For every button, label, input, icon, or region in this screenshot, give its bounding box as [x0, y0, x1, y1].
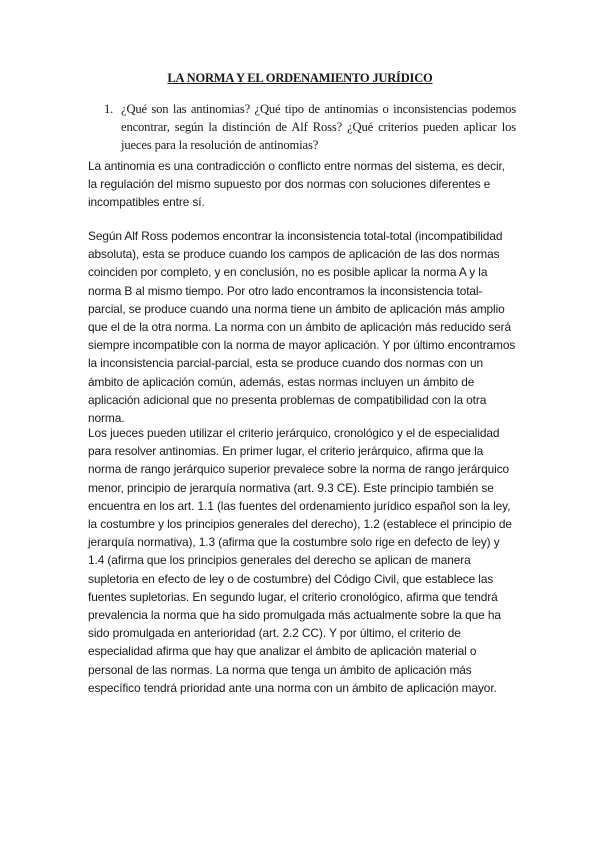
question-number: 1. — [104, 102, 114, 116]
paragraph-definition: La antinomia es una contradicción o conflicto entre normas del sistema, es decir, la regulación del mismo supuesto por dos normas con soluciones diferentes e incompatibles entre sí. — [88, 159, 505, 210]
question-text: ¿Qué son las antinomias? ¿Qué tipo de antinomias o inconsistencias podemos encontrar, según la distinción de Alf Ross? ¿Qué criterios pueden aplicar los jueces para la resolución de antinomias? — [121, 102, 516, 152]
paragraph-resolution-criteria: Los jueces pueden utilizar el criterio jerárquico, cronológico y el de especialidad para resolver antinomias. En primer lugar, el criterio jerárquico, afirma que la norma de rango jerárquico superior prevalece sobre la norma de rango jerárquico menor, principio de jerarquía normativa (art. 9.3 CE). Este principio también se encuentra en los art. 1.1 (las fuentes del ordenamiento jurídico español son la ley, la costumbre y los principios generales del derecho), 1.2 (establece el principio de jerarquía normativa), 1.3 (afirma que la costumbre solo rige en defecto de ley) y 1.4 (afirma que los principios generales del derecho se aplican de manera supletoria en efecto de ley o de costumbre) del Código Civil, que establece las fuentes supletorias. En segundo lugar, el criterio cronológico, afirma que tendrá prevalencia la norma que ha sido promulgada más actualmente sobre la que ha sido promulgada en anterioridad (art. 2.2 CC). Y por último, el criterio de especialidad afirma que hay que analizar el ámbito de aplicación material o personal de las normas. La norma que tenga un ámbito de aplicación más específico tendrá prioridad ante una norma con un ámbito de aplicación mayor. — [88, 426, 512, 695]
document-title: LA NORMA Y EL ORDENAMIENTO JURÍDICO — [167, 71, 433, 85]
paragraph-ross-inconsistencies: Según Alf Ross podemos encontrar la inconsistencia total-total (incompatibilidad absoluta), esta se produce cuando los campos de aplicación de las dos normas coinciden por completo, y en conclusión, no es posible aplicar la norma A y la norma B al mismo tiempo. Por otro lado encontramos la inconsistencia total-parcial, se produce cuando una norma tiene un ámbito de aplicación más amplio que el de la otra norma. La norma con un ámbito de aplicación más reducido será siempre incompatible con la norma de mayor aplicación. Y por último encontramos la inconsistencia parcial-parcial, esta se produce cuando dos normas con un ámbito de aplicación común, además, estas normas incluyen un ámbito de aplicación adicional que no presenta problemas de compatibilidad con la otra norma. — [88, 229, 516, 426]
question-item — [104, 100, 516, 154]
